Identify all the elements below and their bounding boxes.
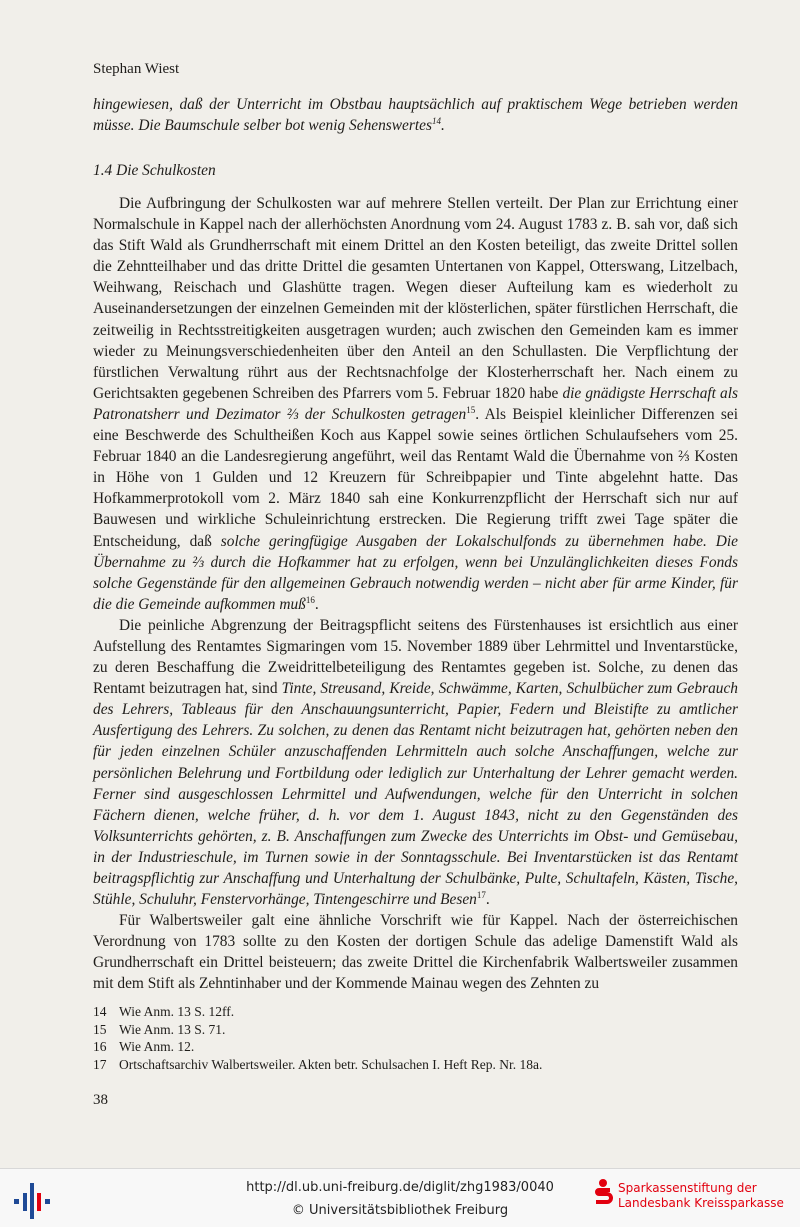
viewer-footer [0,1168,800,1227]
footnote-15: 15 Wie Anm. 13 S. 71. [93,1021,226,1037]
document-url-link[interactable]: http://dl.ub.uni-freiburg.de/diglit/zhg1983/0040 [246,1180,554,1195]
running-header-author: Stephan Wiest [93,61,180,77]
footnote-ref-15[interactable]: 15 [466,404,476,415]
copyright-text: © Universitätsbibliothek Freiburg [291,1203,509,1218]
footnote-14: 14 Wie Anm. 13 S. 12ff. [93,1004,235,1019]
sparkasse-logo-icon [592,1178,614,1206]
footnote-ref-17[interactable]: 17 [476,890,486,901]
footnote-ref-16[interactable]: 16 [305,594,315,605]
section-heading: 1.4 Die Schulkosten [93,162,216,179]
paragraph-3: Für Walbertsweiler galt eine ähnliche Vorschrift wie für Kappel. Nach der österreichischen Verordnung von 1783 sollte zu den Kosten der dortigen Schule das adelige Damenstift Wald als Grundherrschaft ein Drittel beisteuern; das zweite Drittel die Kirchenfabrik Walbertsweiler zusammen mit dem Stift als Zehntinhaber und der Kommende Mainau wegen des Zehnten zu [93,912,738,993]
sponsor-line-1: Sparkassenstiftung der [618,1181,757,1195]
page-number: 38 [93,1092,108,1108]
paragraph-2: Die peinliche Abgrenzung der Beitragspflicht seitens des Fürstenhauses ist ersichtlich aus einer Aufstellung des Rentamtes Sigmaringen vom 15. November 1889 über Lehrmittel und Inventarstücke, zu deren Beschaffung die Zweidrittelbeteiligung des Rentamtes gegeben ist. Solche, zu denen das Rentamt beizutragen hat, sind Tinte, Streusand, Kreide, Schwämme, Karten, Schulbücher zum Gebrauch des Lehrers, Tableaus für den Anschauungsunterricht, Papier, Federn und Bleistifte zu amtlicher Ausfertigung des Lehrers. Zu solchen, zu denen das Rentamt nicht beizutragen hat, gehörten neben den für jeden einzelnen Schüler anzuschaffenden Lehrmitteln auch solche Anschaffungen, welche zur persönlichen Belehrung und Fortbildung oder lediglich zur Unterhaltung der Lehrer gemacht werden. Ferner sind ausgeschlossen Lehrmittel und Aufwendungen, welche für den Unterricht in solchen Fächern dienen, welche früher, d. h. vor dem 1. August 1843, nicht zu den Gegenständen des Volksunterrichts gehörten, z. B. Anschaffungen zum Zwecke des Unterrichts im Obst- und Gemüsebau, in der Industrieschule, im Turnen sowie in der Sonntagsschule. Bei Inventarstücken ist das Rentamt beitragspflichtig zur Anschaffung und Unterhaltung der Schulbänke, Pulte, Schultafeln, Kästen, Tische, Stühle, Schuluhr, Fenstervorhänge, Tintengeschirre und Besen$^{17}$. [93,616,738,909]
footnote-16: 16 Wie Anm. 12. [93,1039,195,1055]
sponsor-line-2: Landesbank Kreissparkasse [618,1196,784,1210]
footnote-17: 17 Ortschaftsarchiv Walbertsweiler. Akten betr. Schulsachen I. Heft Rep. Nr. 18a. [93,1056,543,1072]
intro-text: hingewiesen, daß der Unterricht im Obstbau hauptsächlich auf praktischem Wege betrieben werden müsse. Die Baumschule selber bot wenig Sehenswertes [93,96,738,135]
footnotes [93,1003,542,1073]
paragraph-1: Die Aufbringung der Schulkosten war auf mehrere Stellen verteilt. Der Plan zur Errichtung einer Normalschule in Kappel nach der allerhöchsten Anordnung vom 24. August 1783 z. B. sah vor, daß sich das Stift Wald als Grundherrschaft mit einem Drittel an den Kosten beteiligt, das zweite Drittel sollen die Zehntteilhaber und das dritte Drittel die gesamten Untertanen von Kappel, Otterswang, Litzelbach, Weihwang, Reischach und Glashütte tragen. Wegen dieser Aufteilung kam es wiederholt zu Auseinandersetzungen der einzelnen Gemeinden mit der klösterlichen, später fürstlichen Herrschaft, die zeitweilig in Rechtsstreitigkeiten ausgetragen wurden; auch zwischen den Gemeinden kam es immer wieder zu Meinungsverschiedenheiten über den Anteil an den Schullasten. Die Verpflichtung der fürstlichen Verwaltung rührt aus der Rechtsnachfolge der Klosterherrschaft her. Nach einem zu Gerichtsakten gegebenen Schreiben des Pfarrers vom 5. Februar 1820 habe die gnädigste Herrschaft als Patronatsherr und Dezimator ⅔ der Schulkosten getragen$^{15}$. Als Beispiel kleinlicher Differenzen sei eine Beschwerde des Schultheißen Koch aus Kappel sowie seines örtlichen Schulaufsehers vom 25. Februar 1840 an die Landesregierung angeführt, weil das Rentamt Wald die Übernahme von ⅔ Kosten in Höhe von 1 Gulden und 12 Kreuzern für Schreibpapier und Tinte abgelehnt hatte. Das Hofkammerprotokoll vom 2. März 1840 sah eine Konkurrenzpflicht der Herrschaft sich nur auf Bauwesen und wirkliche Schuleinrichtung erstrecken. Die Regierung trifft zwei Tage später die Entscheidung, daß solche geringfügige Ausgaben der Lokalschulfonds zu übernehmen habe. Die Übernahme zu ⅔ durch die Hofkammer hat zu erfolgen, wenn bei Unzulänglichkeiten dieses Fonds solche Gegenstände für den allgemeinen Gebrauch notwendig werden – nicht aber für arme Kinder, für die die Gemeinde aufkommen muß$^{16}$. [93,195,739,613]
footnote-ref-14[interactable]: 14 [431,116,441,127]
sparkasse-logo[interactable] [592,1178,797,1220]
intro-paragraph: hingewiesen, daß der Unterricht im Obstbau hauptsächlich auf praktischem Wege betrieben werden müsse. Die Baumschule selber bot wenig Sehenswertes$^{14}$. [93,96,738,135]
main-body [93,193,738,995]
